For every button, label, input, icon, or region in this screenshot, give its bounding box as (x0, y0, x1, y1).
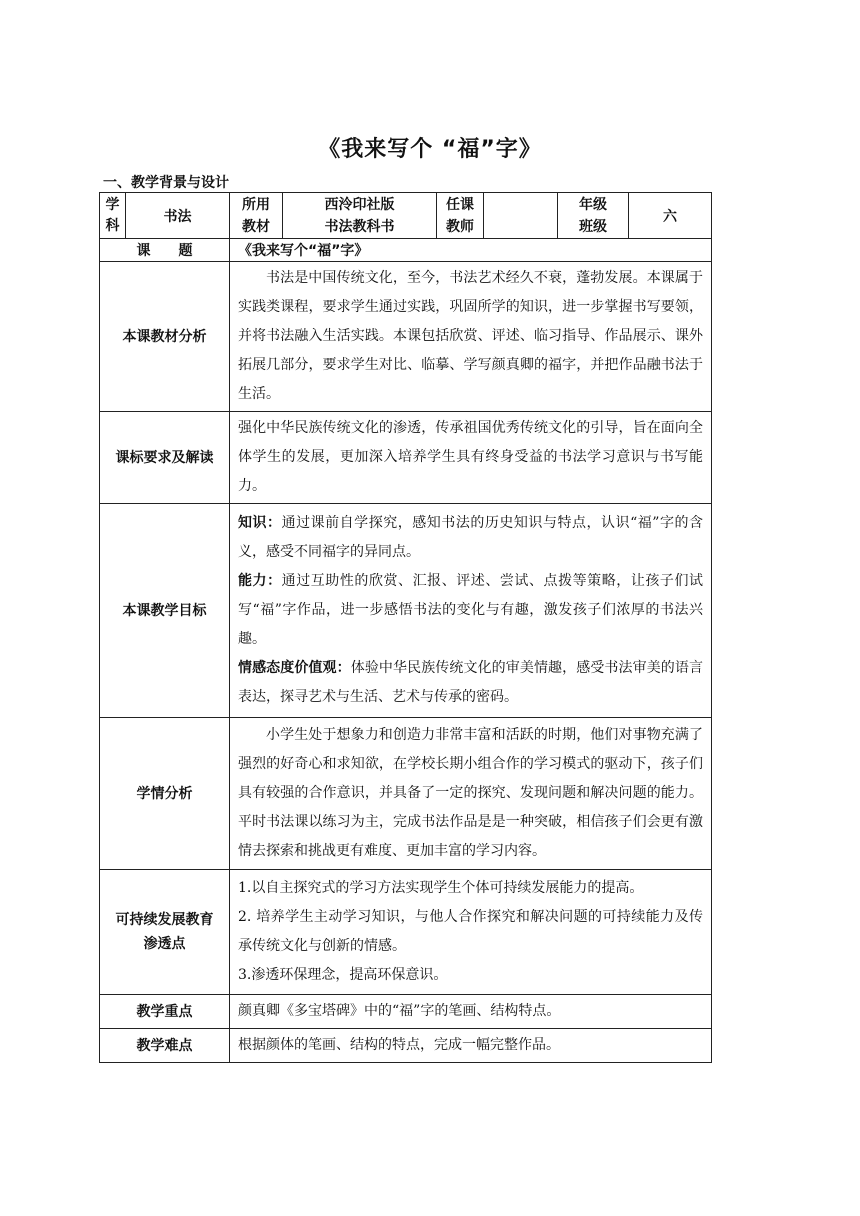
standard-row (100, 412, 712, 504)
students-label: 学情分析 (100, 718, 230, 870)
grade-label: 年级 班级 (558, 193, 629, 239)
section-heading: 一、教学背景与设计 (103, 175, 229, 191)
analysis-label: 本课教材分析 (100, 262, 230, 412)
standard-label: 课标要求及解读 (100, 412, 230, 504)
goal-emotion (238, 654, 703, 712)
goals-label: 本课教学目标 (100, 504, 230, 718)
goals-content (230, 504, 712, 718)
sustainable-content (230, 870, 712, 995)
material-label: 所用 教材 (230, 193, 283, 239)
goal-emotion-label: 情感态度价值观： (238, 660, 351, 676)
goals-row (100, 504, 712, 718)
standard-text: 强化中华民族传统文化的渗透，传承祖国优秀传统文化的引导，旨在面向全体学生的发展，更加深入培养学生具有终身受益的书法学习意识与书写能力。 (230, 412, 712, 504)
sustainable-item-3: 3.渗透环保理念，提高环保意识。 (238, 967, 448, 983)
subject-value: 书法 (126, 193, 230, 239)
key-point-label: 教学重点 (100, 995, 230, 1029)
students-text: 小学生处于想象力和创造力非常丰富和活跃的时期，他们对事物充满了强烈的好奇心和求知欲，在学校长期小组合作的学习模式的驱动下，孩子们具有较强的合作意识，并具备了一定的探究、发现问题和解决问题的能力。平时书法课以练习为主，完成书法作品是是一种突破，相信孩子们会更有激情去探索和挑战更有难度、更加丰富的学习内容。 (230, 718, 712, 870)
sustainable-row (100, 870, 712, 995)
difficulty-row (100, 1029, 712, 1063)
document-title: 《我来写个 “福”字》 (318, 137, 542, 162)
teacher-label: 任课 教师 (437, 193, 484, 239)
sustainable-item-1: 1.以自主探究式的学习方法实现学生个体可持续发展能力的提高。 (238, 880, 644, 896)
material-value: 西泠印社版 书法教科书 (283, 193, 437, 239)
subject-label: 学 科 (100, 193, 126, 239)
grade-value: 六 (629, 193, 712, 239)
analysis-text: 书法是中国传统文化，至今，书法艺术经久不衰，蓬勃发展。本课属于实践类课程，要求学生通过实践，巩固所学的知识，进一步掌握书写要领，并将书法融入生活实践。本课包括欣赏、评述、临习指导、作品展示、课外拓展几部分，要求学生对比、临摹、学写颜真卿的福字，并把作品融书法于生活。 (230, 262, 712, 412)
goal-ability-text: 通过互助性的欣赏、汇报、评述、尝试、点拨等策略，让孩子们试写“福”字作品，进一步感悟书法的变化与有趣，激发孩子们浓厚的书法兴趣。 (238, 573, 704, 647)
sustainable-item-2: 2. 培养学生主动学习知识，与他人合作探究和解决问题的可持续能力及传承传统文化与创新的情感。 (238, 909, 703, 954)
goal-ability-label: 能力： (238, 573, 282, 589)
teacher-value (484, 193, 558, 239)
goal-emotion-text: 体验中华民族传统文化的审美情趣，感受书法审美的语言表达，探寻艺术与生活、艺术与传承的密码。 (238, 660, 703, 705)
topic-label: 课 题 (100, 239, 230, 262)
goal-ability (238, 567, 703, 654)
analysis-row (100, 262, 712, 412)
header-row (100, 193, 712, 239)
lesson-plan-table (99, 192, 712, 1063)
difficulty-text: 根据颜体的笔画、结构的特点，完成一幅完整作品。 (230, 1029, 712, 1063)
topic-row (100, 239, 712, 262)
key-point-text: 颜真卿《多宝塔碑》中的“福”字的笔画、结构特点。 (230, 995, 712, 1029)
key-point-row (100, 995, 712, 1029)
difficulty-label: 教学难点 (100, 1029, 230, 1063)
goal-knowledge (238, 509, 703, 567)
goal-knowledge-label: 知识： (238, 515, 282, 531)
students-row (100, 718, 712, 870)
topic-value: 《我来写个“福”字》 (230, 239, 712, 262)
goal-knowledge-text: 通过课前自学探究，感知书法的历史知识与特点，认识“福”字的含义，感受不同福字的异同点。 (238, 515, 703, 560)
sustainable-label: 可持续发展教育 渗透点 (100, 870, 230, 995)
